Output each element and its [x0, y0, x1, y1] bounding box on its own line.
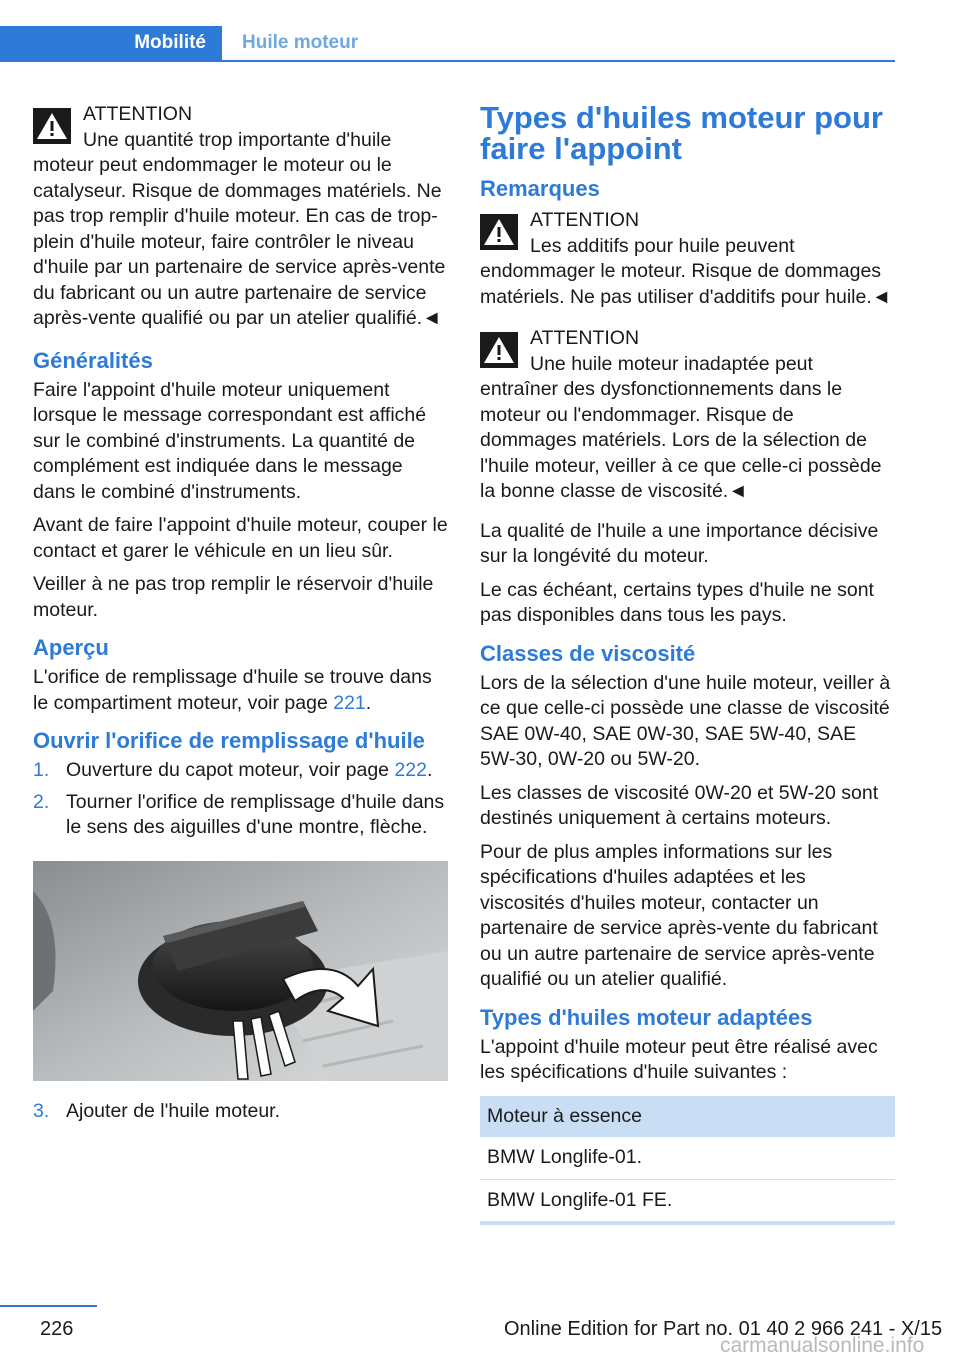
warning-icon: [480, 214, 518, 250]
page-number: 226: [40, 1318, 74, 1340]
table-row: [480, 1137, 895, 1179]
warning-title: ATTENTION: [83, 103, 193, 125]
section-tab-mobilite[interactable]: Mobilité: [0, 26, 222, 60]
paragraph-text: L'orifice de remplissage d'huile se trouve dans le compartiment moteur, voir page: [33, 666, 432, 714]
warning-block: [33, 100, 448, 332]
list-item: [33, 1099, 448, 1125]
paragraph: Avant de faire l'appoint d'huile moteur, couper le contact et garer le véhicule en un lieu sûr.: [33, 514, 448, 562]
warning-icon: [480, 332, 518, 368]
heading-generalites: Généralités: [33, 347, 153, 373]
section-tab-huile-moteur[interactable]: Huile moteur: [242, 32, 359, 53]
list-item: [33, 758, 448, 784]
table-row: [480, 1179, 895, 1223]
edition-text: Online Edition for Part no. 01 40 2 966 241 - X/15: [504, 1318, 943, 1340]
table-cell: BMW Longlife-01.: [480, 1137, 895, 1179]
step-text: Ouverture du capot moteur, voir page: [66, 759, 395, 781]
paragraph: Pour de plus amples informations sur les spécifications d'huiles adaptées et les viscosités d'huiles moteur, contacter un partenaire de service après-vente du fabricant ou un autre partenaire de service après-vente qualifié ou un atelier qualifié.: [480, 840, 878, 990]
step-text: Tourner l'orifice de remplissage d'huile dans le sens des aiguilles d'une montre, flèche.: [66, 790, 445, 838]
header-divider: [0, 60, 895, 62]
paragraph: La qualité de l'huile a une importance décisive sur la longévité du moteur.: [480, 519, 879, 567]
paragraph: Veiller à ne pas trop remplir le réservoir d'huile moteur.: [33, 573, 434, 621]
paragraph: Lors de la sélection d'une huile moteur, veiller à ce que celle-ci possède une classe de viscosité SAE 0W-40, SAE 0W-30, SAE 5W-40, SAE 5W-30, 0W-20 ou 5W-20.: [480, 671, 891, 770]
step-text: Ajouter de l'huile moteur.: [66, 1099, 281, 1122]
warning-title: ATTENTION: [530, 327, 640, 349]
step-number: 3.: [33, 1099, 50, 1122]
oil-cap-photo: [33, 861, 448, 1081]
paragraph-text: .: [365, 691, 372, 714]
oil-spec-table: [480, 1096, 895, 1226]
list-item: [33, 790, 448, 841]
steps-list: [33, 758, 448, 841]
paragraph: Les classes de viscosité 0W-20 et 5W-20 sont destinés uniquement à certains moteurs.: [480, 781, 879, 829]
section-title: Types d'huiles moteur pour faire l'appoint: [480, 100, 883, 166]
warning-text: Une quantité trop importante d'huile moteur peut endommager le moteur ou le catalyseur. Risque de dommages matériels. Ne pas trop remplir d'huile moteur. En cas de trop-plein d'huile moteur, faire contrôler le niveau d'huile par un partenaire de service après-vente du fabricant ou un autre partenaire de service après-vente qualifié ou par un atelier qualifié.◄: [33, 128, 446, 329]
warning-block: [480, 206, 895, 310]
paragraph: Le cas échéant, certains types d'huile ne sont pas disponibles dans tous les pays.: [480, 578, 874, 626]
paragraph: Faire l'appoint d'huile moteur uniquement lorsque le message correspondant est affiché sur le combiné d'instruments. La quantité de complément est indiquée dans le message dans le combiné d'instruments.: [33, 378, 427, 503]
right-column: [480, 102, 895, 1225]
left-column: [33, 100, 448, 1132]
warning-block: [480, 324, 895, 505]
heading-apercu: Aperçu: [33, 635, 109, 660]
step-text: .: [426, 759, 433, 781]
heading-viscosite: Classes de viscosité: [480, 640, 696, 666]
page-link-221[interactable]: 221: [333, 691, 366, 714]
table-cell: BMW Longlife-01 FE.: [480, 1179, 895, 1223]
paragraph: L'appoint d'huile moteur peut être réalisé avec les spécifications d'huile suivantes :: [480, 1035, 878, 1083]
warning-title: ATTENTION: [530, 209, 640, 231]
step-number: 2.: [33, 790, 50, 813]
page-header: [0, 26, 895, 62]
footer-divider: [0, 1305, 97, 1307]
warning-text: Les additifs pour huile peuvent endommager le moteur. Risque de dommages matériels. Ne pas utiliser d'additifs pour huile.◄: [480, 234, 892, 308]
steps-list-continued: [33, 1099, 448, 1125]
heading-types: Types d'huiles moteur adaptées: [480, 1004, 813, 1030]
step-number: 1.: [33, 759, 50, 781]
table-header-row: [480, 1096, 895, 1138]
table-header-cell: Moteur à essence: [480, 1096, 895, 1138]
watermark: carmanualsonline.info: [720, 1334, 925, 1357]
heading-remarques: Remarques: [480, 176, 600, 201]
heading-ouvrir: Ouvrir l'orifice de remplissage d'huile: [33, 728, 425, 753]
warning-text: Une huile moteur inadaptée peut entraîner des dysfonctionnements dans le moteur ou l'endommager. Risque de dommages matériels. Lors de la sélection de l'huile moteur, veiller à ce que celle-ci possède la bonne classe de viscosité.◄: [480, 352, 882, 502]
warning-icon: [33, 108, 71, 144]
paragraph: [33, 665, 448, 716]
page-link-222[interactable]: 222: [394, 759, 427, 781]
